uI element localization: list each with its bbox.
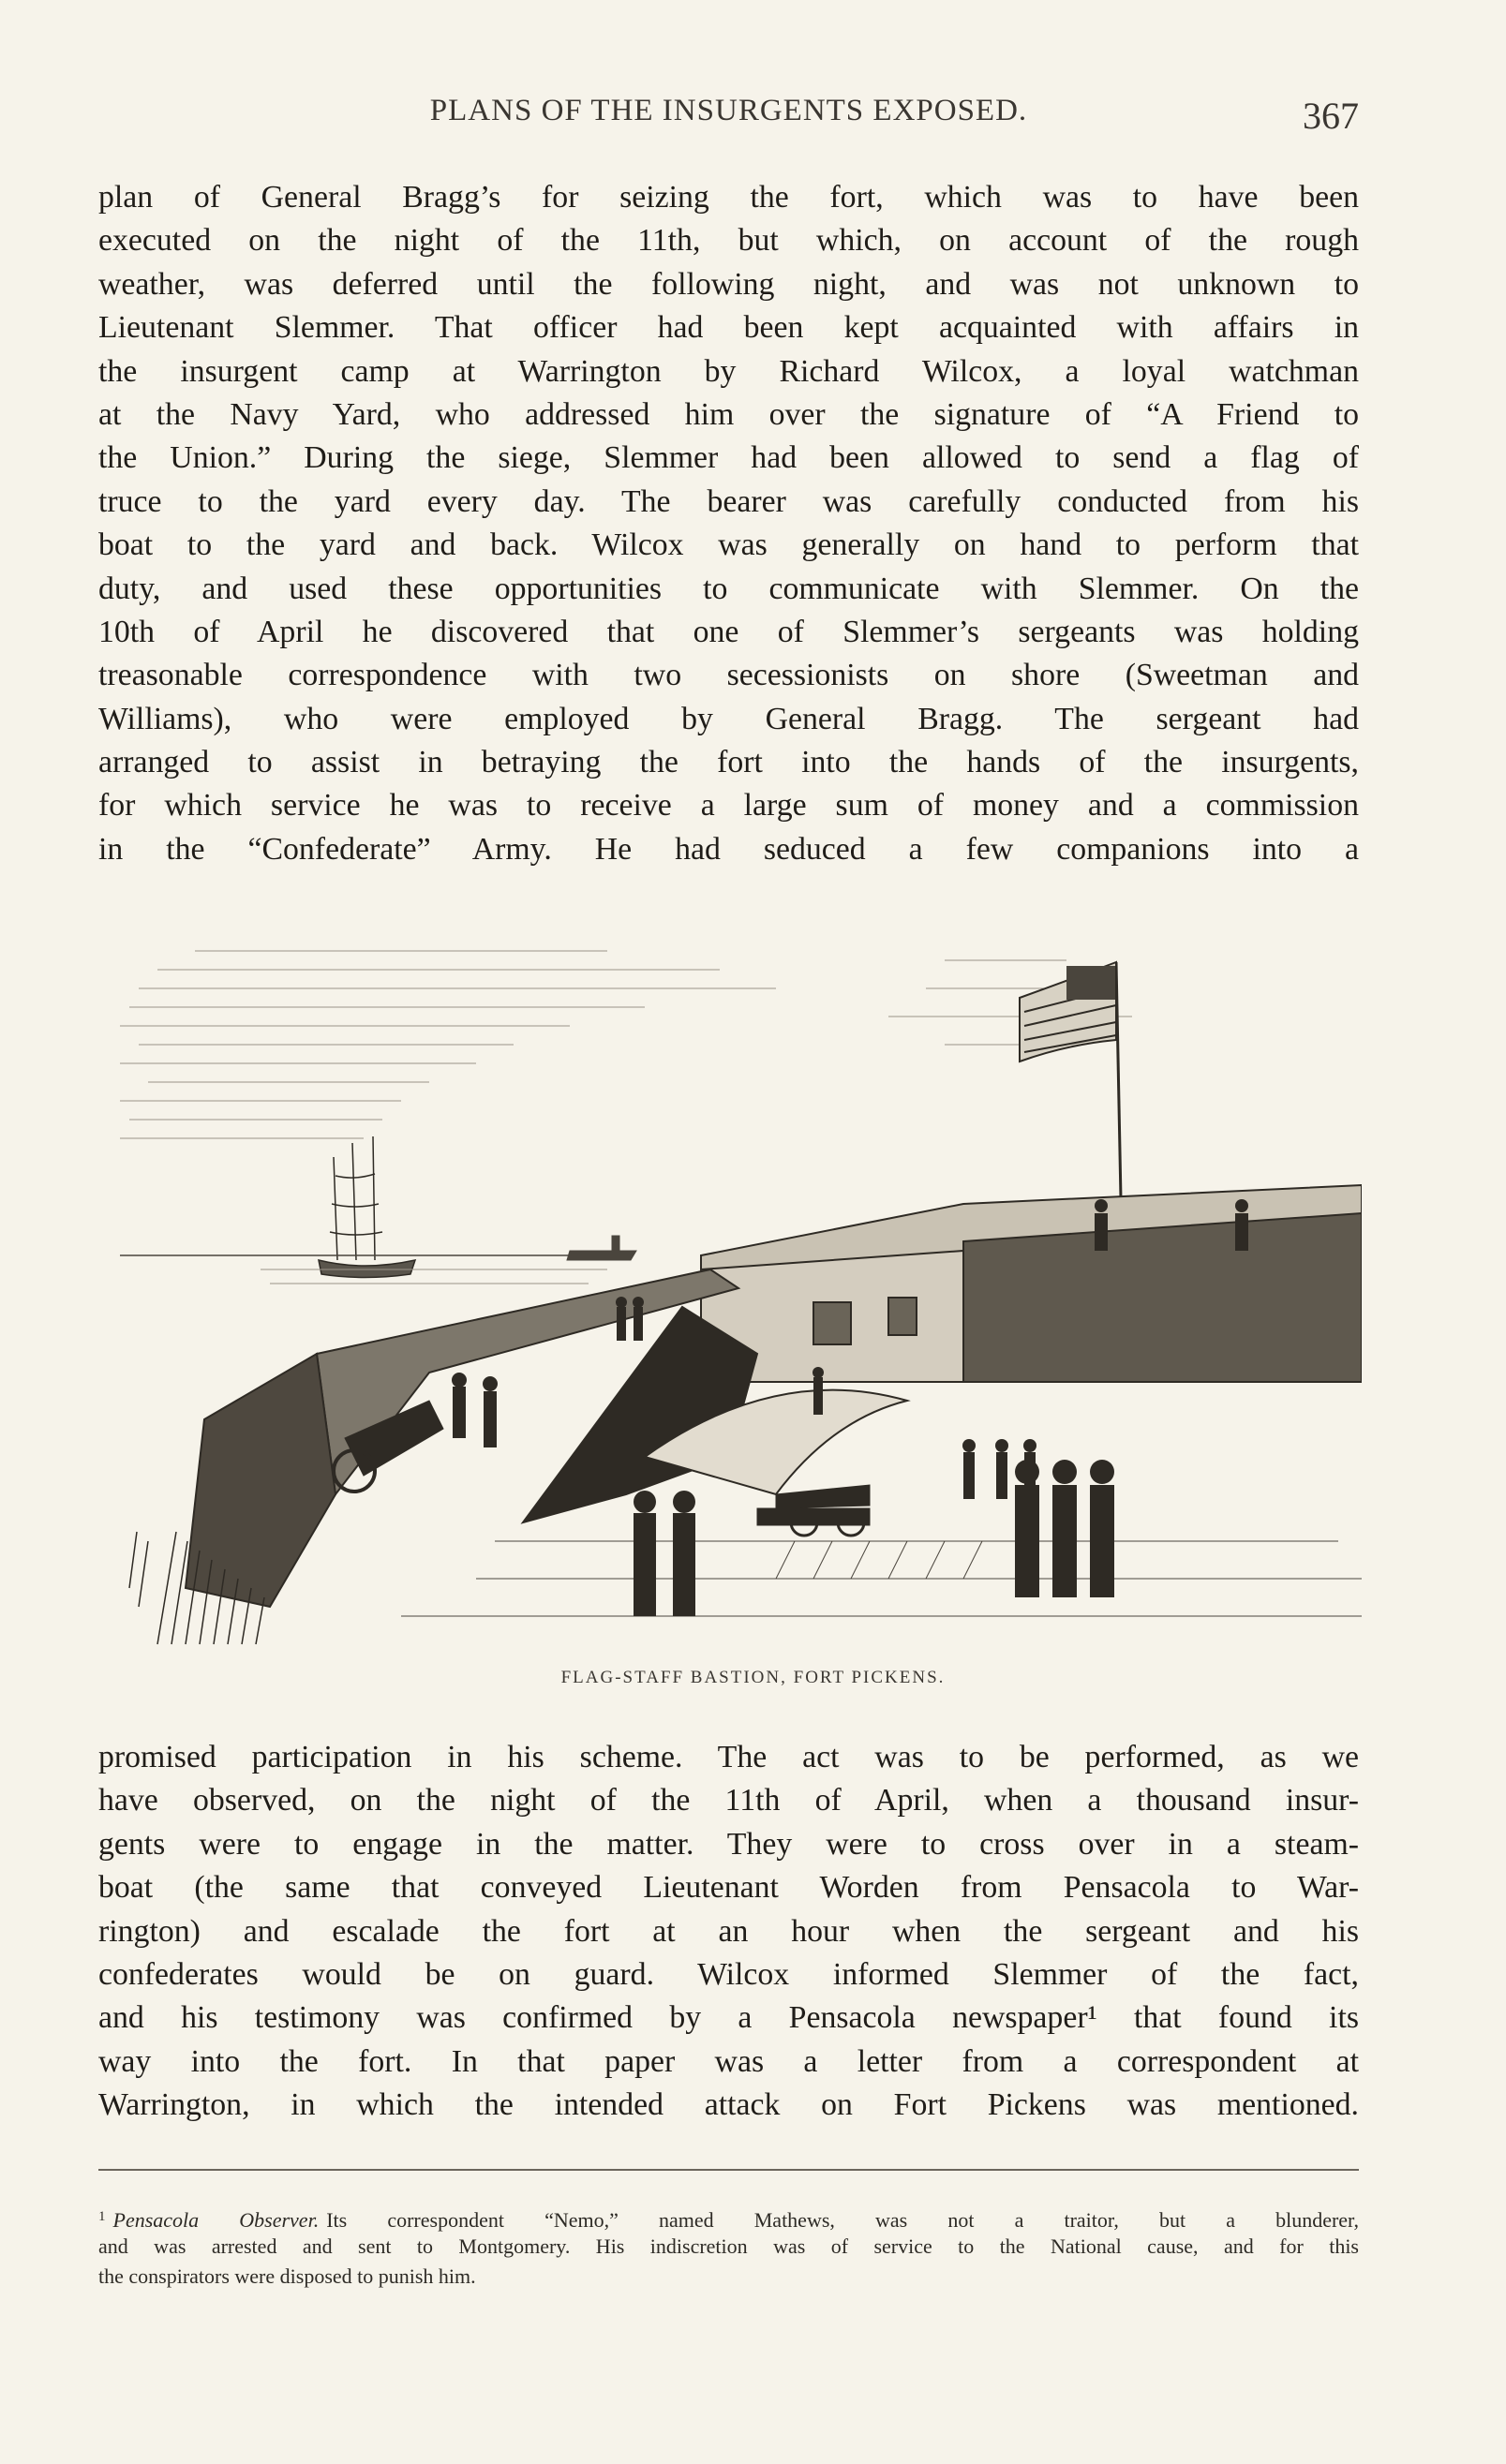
fort-buildings [701,1185,1362,1382]
text-line: rington) and escalade the fort at an hour when the sergeant and his [98,1913,1359,1949]
text-line: at the Navy Yard, who addressed him over the signature of “A Friend to [98,396,1359,432]
text-line: and his testimony was confirmed by a Pensacola newspaper¹ that found its [98,2000,1359,2036]
text-line: the insurgent camp at Warrington by Richard Wilcox, a loyal watchman [98,353,1359,389]
flag-icon [1020,962,1121,1199]
engraving-illustration [120,932,1362,1654]
running-head [98,94,1359,141]
text-line: Lieutenant Slemmer. That officer had been kept acquainted with affairs in [98,310,1359,346]
text-line: weather, was deferred until the following night, and was not unknown to [98,266,1359,302]
figure-caption: FLAG-STAFF BASTION, FORT PICKENS. [560,1668,946,1687]
text-line: truce to the yard every day. The bearer was carefully conducted from his [98,483,1359,519]
text-line: boat to the yard and back. Wilcox was generally on hand to perform that [98,527,1359,563]
text-line: arranged to assist in betraying the fort into the hands of the insurgents, [98,745,1359,780]
text-line: duty, and used these opportunities to communicate with Slemmer. On the [98,571,1359,606]
text-line: treasonable correspondence with two secessionists on shore (Sweetman and [98,658,1359,693]
footnote-line [98,2202,1359,2232]
text-line: confederates would be on guard. Wilcox informed Slemmer of the fact, [98,1956,1359,1992]
page-number: 367 [1303,95,1359,137]
steamer-icon [567,1236,636,1260]
text-line: plan of General Bragg’s for seizing the fort, which was to have been [98,180,1359,215]
footnote-line: the conspirators were disposed to punish him. [98,2264,476,2288]
text-line: boat (the same that conveyed Lieutenant Worden from Pensacola to War- [98,1870,1359,1906]
paragraph-2 [98,1736,1359,2128]
paragraph-1 [98,176,1359,871]
text-line: for which service he was to receive a large sum of money and a commission [98,788,1359,824]
footnote-line: and was arrested and sent to Montgomery. His indiscretion was of service to the National cause, and for this [98,2234,1359,2258]
footnote-divider [98,2169,1359,2171]
fort-engraving [120,932,1362,1654]
text-line: the Union.” During the siege, Slemmer had been allowed to send a flag of [98,440,1359,476]
text-line: in the “Confederate” Army. He had seduced a few companions into a [98,831,1359,867]
footnote-marker: 1 [98,2209,106,2224]
running-title: PLANS OF THE INSURGENTS EXPOSED. [429,94,1028,127]
ship-icon [319,1136,415,1278]
footnote [98,2202,1359,2292]
text-line: Warrington, in which the intended attack on Fort Pickens was mentioned. [98,2087,1359,2123]
text-line: executed on the night of the 11th, but which, on account of the rough [98,223,1359,259]
text-line: 10th of April he discovered that one of Slemmer’s sergeants was holding [98,614,1359,649]
text-line: have observed, on the night of the 11th of April, when a thousand insur- [98,1783,1359,1818]
footnote-source: Pensacola Observer. [112,2208,320,2232]
footnote-text: Its correspondent “Nemo,” named Mathews, was not a traitor, but a blunderer, [326,2208,1359,2232]
text-line: way into the fort. In that paper was a letter from a correspondent at [98,2043,1359,2079]
text-line: promised participation in his scheme. The act was to be performed, as we [98,1740,1359,1774]
text-line: gents were to engage in the matter. They were to cross over in a steam- [98,1826,1359,1862]
text-line: Williams), who were employed by General Bragg. The sergeant had [98,701,1359,736]
